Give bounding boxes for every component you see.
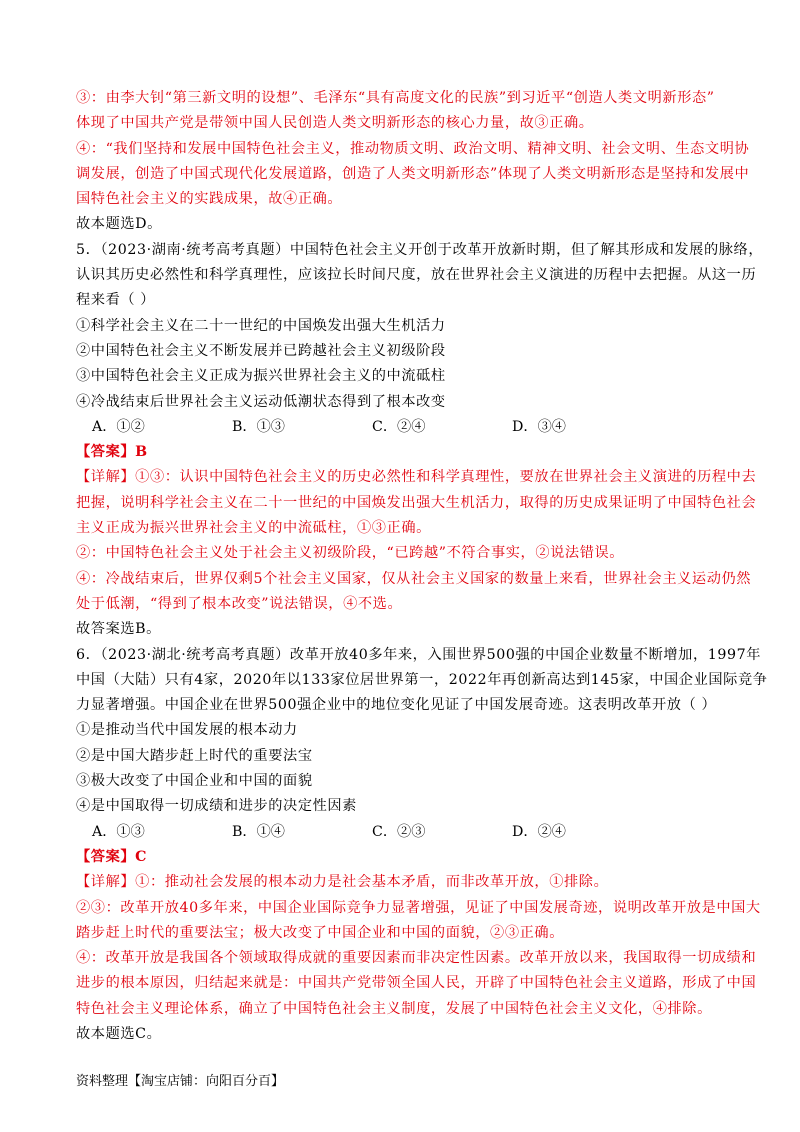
- q6-option-a: A．①③: [92, 823, 145, 840]
- q6-option-d: D．②④: [512, 823, 566, 840]
- q6-answer: 【答案】C: [76, 848, 148, 865]
- q5-conclusion: 故答案选B。: [76, 621, 161, 638]
- q5-analysis-line-5: ④：冷战结束后，世界仅剩5个社会主义国家，仅从社会主义国家的数量上来看，世界社会主义运动仍然: [76, 570, 752, 587]
- q5-stem-line-3: 程来看（ ）: [76, 292, 156, 309]
- q4-analysis-line-5: 国特色社会主义的实践成果，故④正确。: [76, 191, 343, 208]
- q6-stem-line-3: 力显著增强。中国企业在世界500强企业中的地位变化见证了中国发展奇迹。这表明改革开放（ ）: [76, 697, 717, 714]
- q5-analysis-line-2: 把握，说明科学社会主义在二十一世纪的中国焕发出强大生机活力，取得的历史成果证明了中国特色社会: [76, 494, 757, 511]
- q4-conclusion: 故本题选D。: [76, 216, 162, 233]
- q6-item-3: ③极大改变了中国企业和中国的面貌: [76, 773, 313, 790]
- q5-stem-line-2: 认识其历史必然性和科学真理性，应该拉长时间尺度，放在世界社会主义演进的历程中去把握。从这一历: [76, 267, 757, 284]
- q6-option-c: C．②③: [372, 823, 426, 840]
- q6-analysis-line-5: 进步的根本原因，归结起来就是：中国共产党带领全国人民，开辟了中国特色社会主义道路，形成了中国: [76, 975, 757, 992]
- q6-conclusion: 故本题选C。: [76, 1025, 162, 1042]
- q5-options: [76, 415, 736, 440]
- q5-option-c: C．②④: [372, 418, 426, 435]
- q6-item-1: ①是推动当代中国发展的根本动力: [76, 722, 298, 739]
- q6-stem-line-2: 中国（大陆）只有4家，2020年以133家位居世界第一，2022年再创新高达到145家，中国企业国际竞争: [76, 671, 768, 688]
- q4-analysis-line-4: 调发展，创造了中国式现代化发展道路，创造了人类文明新形态”体现了人类文明新形态是坚持和发展中: [76, 165, 750, 182]
- q4-analysis-line-1: ③：由李大钊“第三新文明的设想”、毛泽东“具有高度文化的民族”到习近平“创造人类文明新形态”: [76, 90, 715, 106]
- q6-item-2: ②是中国大踏步赶上时代的重要法宝: [76, 747, 313, 764]
- q6-option-b: B．①④: [232, 823, 285, 840]
- q5-analysis-line-4: ②：中国特色社会主义处于社会主义初级阶段，“已跨越”不符合事实，②说法错误。: [76, 545, 625, 562]
- q6-analysis-line-3: 踏步赶上时代的重要法宝；极大改变了中国企业和中国的面貌，②③正确。: [76, 924, 564, 941]
- q5-analysis-line-6: 处于低潮，“得到了根本改变”说法错误，④不选。: [76, 595, 403, 612]
- page-footer: 资料整理【淘宝店铺：向阳百分百】: [76, 1074, 285, 1089]
- q5-analysis-line-3: 主义正成为振兴世界社会主义的中流砥柱，①③正确。: [76, 520, 431, 537]
- q6-analysis-line-1: 【详解】①：推动社会发展的根本动力是社会基本矛盾，而非改革开放，①排除。: [76, 874, 609, 891]
- q5-item-2: ②中国特色社会主义不断发展并已跨越社会主义初级阶段: [76, 342, 446, 359]
- q5-answer: 【答案】B: [76, 444, 148, 461]
- q6-analysis-line-6: 特色社会主义理论体系，确立了中国特色社会主义制度，发展了中国特色社会主义文化，④排除。: [76, 1000, 712, 1017]
- q6-analysis-line-4: ④：改革开放是我国各个领域取得成就的重要因素而非决定性因素。改革开放以来，我国取得一切成绩和: [76, 950, 757, 967]
- q4-analysis-line-3: ④：“我们坚持和发展中国特色社会主义，推动物质文明、政治文明、精神文明、社会文明、生态文明协: [76, 140, 750, 157]
- q5-stem-line-1: 5．（2023·湖南·统考高考真题）中国特色社会主义开创于改革开放新时期，但了解其形成和发展的脉络，: [76, 241, 764, 258]
- q4-analysis-line-2: 体现了中国共产党是带领中国人民创造人类文明新形态的核心力量，故③正确。: [76, 115, 594, 132]
- q6-options: [76, 820, 736, 845]
- q6-stem-line-1: 6．（2023·湖北·统考高考真题）改革开放40多年来，入围世界500强的中国企业数量不断增加，1997年: [76, 646, 762, 663]
- q6-item-4: ④是中国取得一切成绩和进步的决定性因素: [76, 798, 357, 815]
- q5-item-4: ④冷战结束后世界社会主义运动低潮状态得到了根本改变: [76, 393, 446, 410]
- document-page: [76, 86, 768, 1047]
- q5-item-1: ①科学社会主义在二十一世纪的中国焕发出强大生机活力: [76, 317, 446, 334]
- q5-analysis-line-1: 【详解】①③：认识中国特色社会主义的历史必然性和科学真理性，要放在世界社会主义演进的历程中去: [76, 469, 757, 486]
- q5-option-d: D．③④: [512, 418, 566, 435]
- q5-option-a: A．①②: [92, 418, 145, 435]
- q5-option-b: B．①③: [232, 418, 285, 435]
- q5-item-3: ③中国特色社会主义正成为振兴世界社会主义的中流砥柱: [76, 368, 446, 385]
- q6-analysis-line-2: ②③：改革开放40多年来，中国企业国际竞争力显著增强，见证了中国发展奇迹，说明改革开放是中国大: [76, 899, 761, 916]
